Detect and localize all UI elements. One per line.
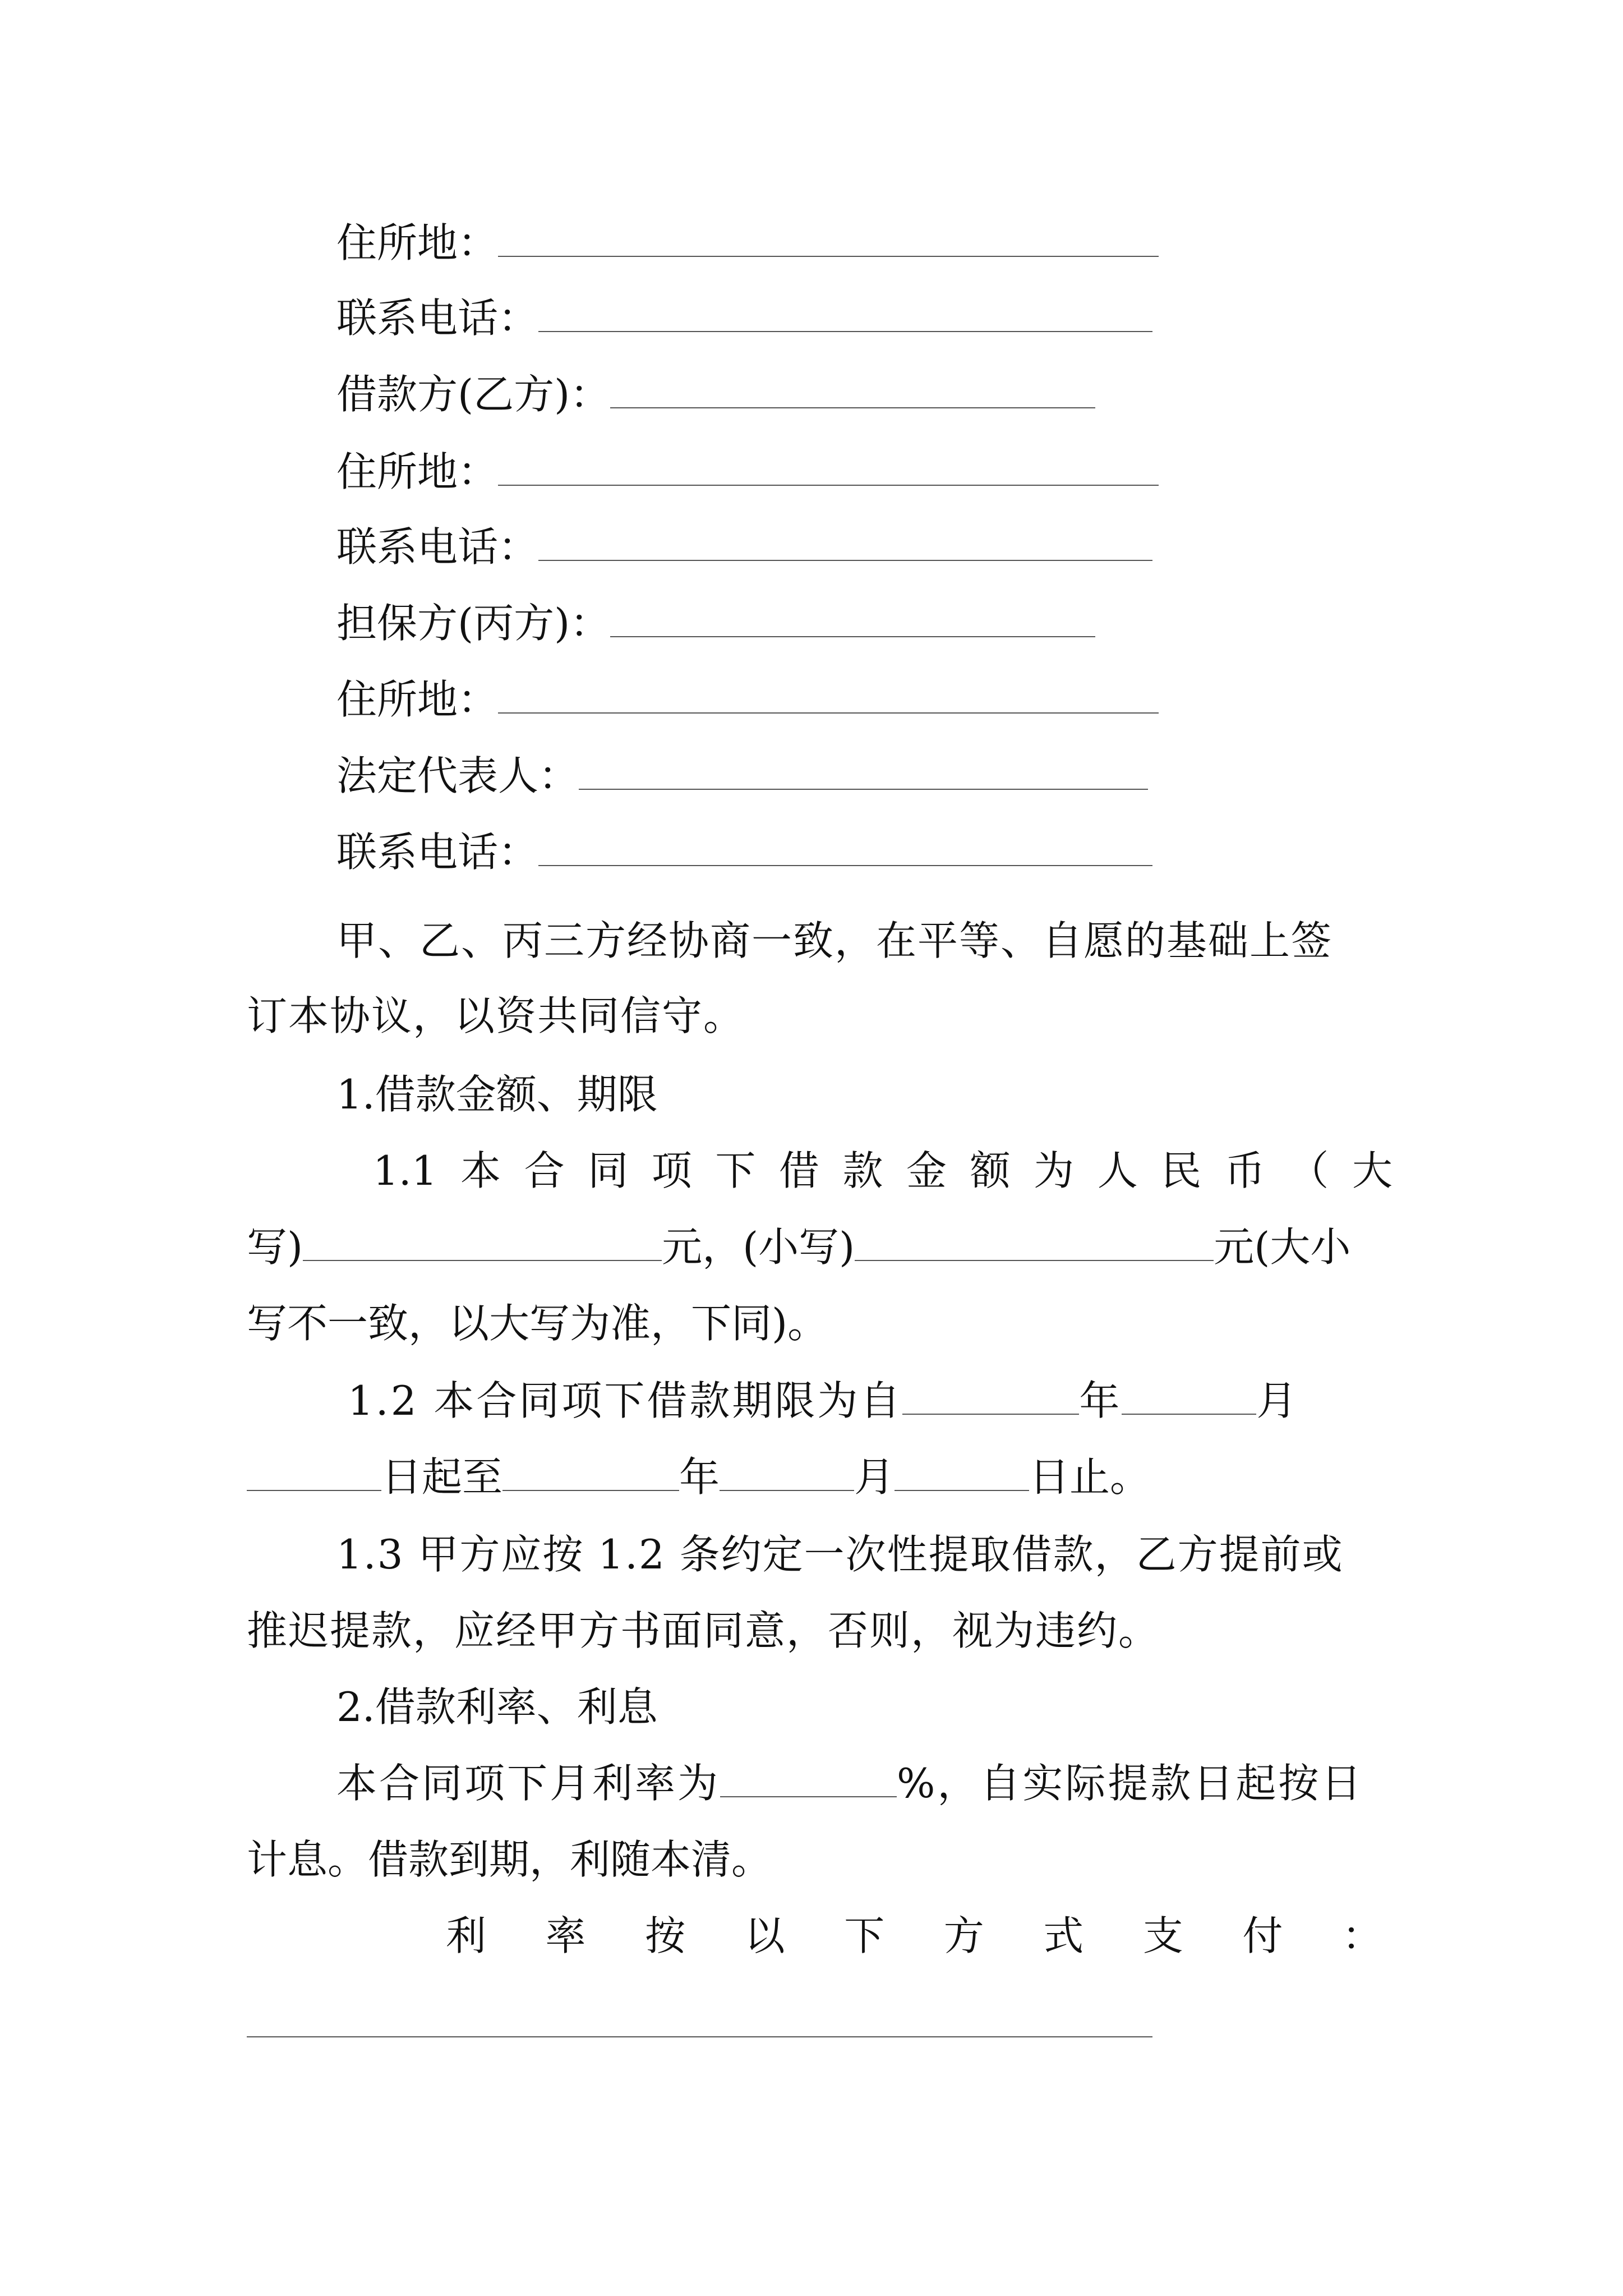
clause-1-1-char: 款 [842, 1147, 883, 1194]
guarantor-rep-label: 法定代表人： [336, 752, 579, 799]
payment-char: 支 [1142, 1912, 1183, 1959]
rate-a: 本合同项下月利率为 [336, 1760, 721, 1807]
monthly-rate-blank[interactable] [720, 1761, 897, 1797]
guarantor-phone-label: 联系电话： [336, 829, 539, 876]
guarantor-label: 担保方(丙方)： [336, 600, 611, 647]
amount-capital-blank[interactable] [303, 1225, 662, 1261]
borrower-address-blank[interactable] [498, 450, 1159, 486]
payment-char: ： [1341, 1912, 1382, 1959]
payment-char: 率 [545, 1912, 586, 1959]
clause-1-2-line1-a: 1.2 本合同项下借款期限为自 [348, 1377, 903, 1424]
clause-1-1-char: 民 [1161, 1147, 1202, 1194]
intro-line-1: 甲、乙、丙三方经协商一致，在平等、自愿的基础上签 [336, 917, 1333, 964]
clause-1-3-line-1: 1.3 甲方应按 1.2 条约定一次性提取借款，乙方提前或 [336, 1531, 1344, 1578]
clause-1-2-line2-d: 日止。 [1029, 1453, 1151, 1501]
clause-1-2-line2-b: 年 [679, 1453, 720, 1501]
clause-1-1-char: 同 [588, 1147, 629, 1194]
amount-figures-blank[interactable] [855, 1225, 1214, 1261]
payment-char: 式 [1043, 1912, 1084, 1959]
end-day-blank[interactable] [895, 1455, 1029, 1491]
clause-1-3-line-2: 推迟提款，应经甲方书面同意，否则，视为违约。 [247, 1607, 1160, 1654]
guarantor-phone-blank[interactable] [538, 830, 1152, 866]
guarantor-phone-line [336, 827, 1152, 877]
borrower-phone-label: 联系电话： [336, 523, 539, 570]
section-2-heading: 2.借款利率、利息 [336, 1683, 658, 1731]
end-month-blank[interactable] [720, 1455, 854, 1491]
clause-1-1-char: 大 [1352, 1147, 1393, 1194]
guarantor-rep-blank[interactable] [579, 754, 1148, 790]
clause-1-2-line-2 [247, 1452, 1150, 1502]
borrower-label: 借款方(乙方)： [336, 371, 611, 418]
borrower-blank[interactable] [610, 372, 1095, 408]
lender-address-line [336, 218, 1159, 268]
lender-phone-label: 联系电话： [336, 295, 539, 342]
rate-b: %，自实际提款日起按日 [897, 1760, 1364, 1807]
clause-1-2-line1-c: 月 [1256, 1377, 1299, 1424]
clause-1-1-line-3: 写不一致，以大写为准，下同)。 [247, 1300, 828, 1347]
guarantor-line [336, 598, 1095, 648]
lender-address-blank[interactable] [498, 221, 1159, 257]
clause-1-1-char: 币 [1224, 1147, 1265, 1194]
clause-1-1-char: 1.1 [373, 1147, 437, 1194]
start-day-blank[interactable] [247, 1455, 381, 1491]
borrower-address-line [336, 447, 1159, 497]
lender-address-label: 住所地： [336, 219, 499, 266]
borrower-phone-line [336, 522, 1152, 572]
clause-1-1-char: 借 [778, 1147, 819, 1194]
rate-line-1 [336, 1758, 1363, 1809]
lender-phone-line [336, 293, 1152, 343]
clause-1-1-char: （ [1288, 1147, 1329, 1194]
end-year-blank[interactable] [502, 1455, 679, 1491]
borrower-line [336, 369, 1095, 420]
clause-1-1-char: 人 [1097, 1147, 1138, 1194]
intro-line-2: 订本协议，以资共同信守。 [247, 992, 745, 1039]
guarantor-address-line [336, 674, 1159, 725]
guarantor-address-label: 住所地： [336, 676, 499, 723]
lender-phone-blank[interactable] [538, 296, 1152, 332]
clause-1-1-line-1 [373, 1145, 1393, 1196]
borrower-address-label: 住所地： [336, 448, 499, 495]
guarantor-address-blank[interactable] [498, 678, 1159, 714]
clause-1-1-char: 为 [1034, 1147, 1075, 1194]
clause-1-1-char: 额 [970, 1147, 1011, 1194]
payment-char: 利 [446, 1912, 487, 1959]
clause-1-1-line2-c: 元(大小 [1214, 1223, 1351, 1271]
clause-1-2-line-1 [348, 1375, 1299, 1426]
clause-1-1-char: 金 [906, 1147, 947, 1194]
clause-1-1-char: 合 [524, 1147, 565, 1194]
guarantor-rep-line [336, 751, 1148, 801]
clause-1-1-line2-a: 写) [247, 1223, 303, 1271]
payment-method-blank[interactable] [247, 2036, 1152, 2037]
clause-1-2-line2-c: 月 [854, 1453, 895, 1501]
payment-char: 下 [844, 1912, 885, 1959]
clause-1-2-line1-b: 年 [1079, 1377, 1122, 1424]
guarantor-blank[interactable] [610, 601, 1095, 637]
clause-1-2-line2-a: 日起至 [381, 1453, 503, 1501]
clause-1-1-char: 下 [715, 1147, 756, 1194]
payment-method-line [446, 1911, 1382, 1961]
rate-line-2: 计息。借款到期，利随本清。 [247, 1836, 772, 1883]
borrower-phone-blank[interactable] [538, 525, 1152, 561]
payment-char: 方 [943, 1912, 984, 1959]
payment-char: 以 [744, 1912, 785, 1959]
start-month-blank[interactable] [1122, 1379, 1256, 1415]
payment-char: 付 [1242, 1912, 1283, 1959]
clause-1-1-char: 本 [460, 1147, 501, 1194]
clause-1-1-line2-b: 元，(小写) [662, 1223, 855, 1271]
payment-char: 按 [645, 1912, 686, 1959]
clause-1-1-char: 项 [651, 1147, 692, 1194]
clause-1-1-line-2 [247, 1222, 1350, 1272]
start-year-blank[interactable] [902, 1379, 1079, 1415]
section-1-heading: 1.借款金额、期限 [336, 1071, 658, 1118]
